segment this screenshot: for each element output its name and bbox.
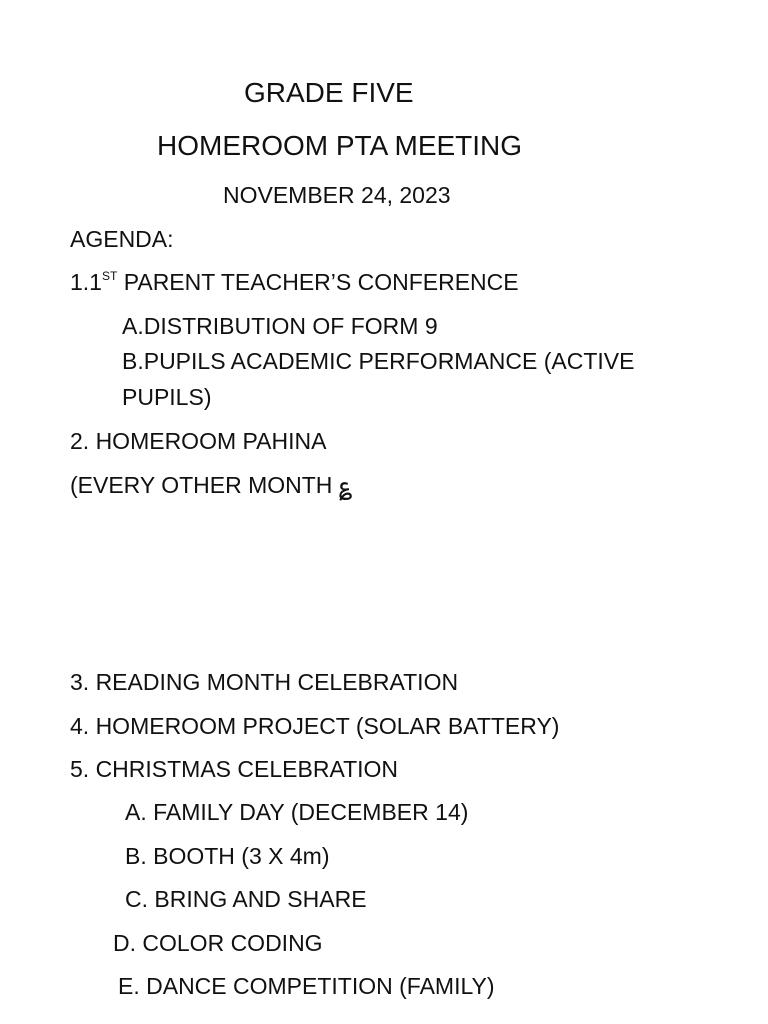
- agenda-item-5d: D. COLOR CODING: [113, 930, 323, 956]
- agenda-item-5a: A. FAMILY DAY (DECEMBER 14): [125, 799, 469, 825]
- agenda-item-1a: A.DISTRIBUTION OF FORM 9: [122, 313, 438, 339]
- title-meeting: HOMEROOM PTA MEETING: [157, 130, 523, 161]
- agenda-item-4: 4. HOMEROOM PROJECT (SOLAR BATTERY): [70, 713, 560, 739]
- meeting-date: NOVEMBER 24, 2023: [223, 182, 451, 208]
- agenda-item-5b: B. BOOTH (3 X 4m): [125, 843, 330, 869]
- agenda-label: AGENDA:: [70, 226, 174, 252]
- agenda-item-1b-continued: PUPILS): [122, 384, 212, 410]
- agenda-item-1-number: 1.1: [70, 269, 102, 295]
- ordinal-superscript: ST: [101, 269, 118, 283]
- agenda-item-2: 2. HOMEROOM PAHINA: [70, 428, 327, 454]
- title-grade: GRADE FIVE: [244, 77, 414, 108]
- agenda-item-1b: B.PUPILS ACADEMIC PERFORMANCE (ACTIVE: [122, 348, 635, 374]
- agenda-item-5: 5. CHRISTMAS CELEBRATION: [70, 756, 399, 782]
- agenda-item-1: [70, 268, 519, 296]
- agenda-item-1-text: PARENT TEACHER’S CONFERENCE: [117, 269, 519, 295]
- agenda-item-2-note: (EVERY OTHER MONTH ؏: [70, 472, 353, 498]
- agenda-item-5e: E. DANCE COMPETITION (FAMILY): [118, 973, 495, 999]
- agenda-item-3: 3. READING MONTH CELEBRATION: [70, 669, 459, 695]
- agenda-item-5c: C. BRING AND SHARE: [125, 886, 367, 912]
